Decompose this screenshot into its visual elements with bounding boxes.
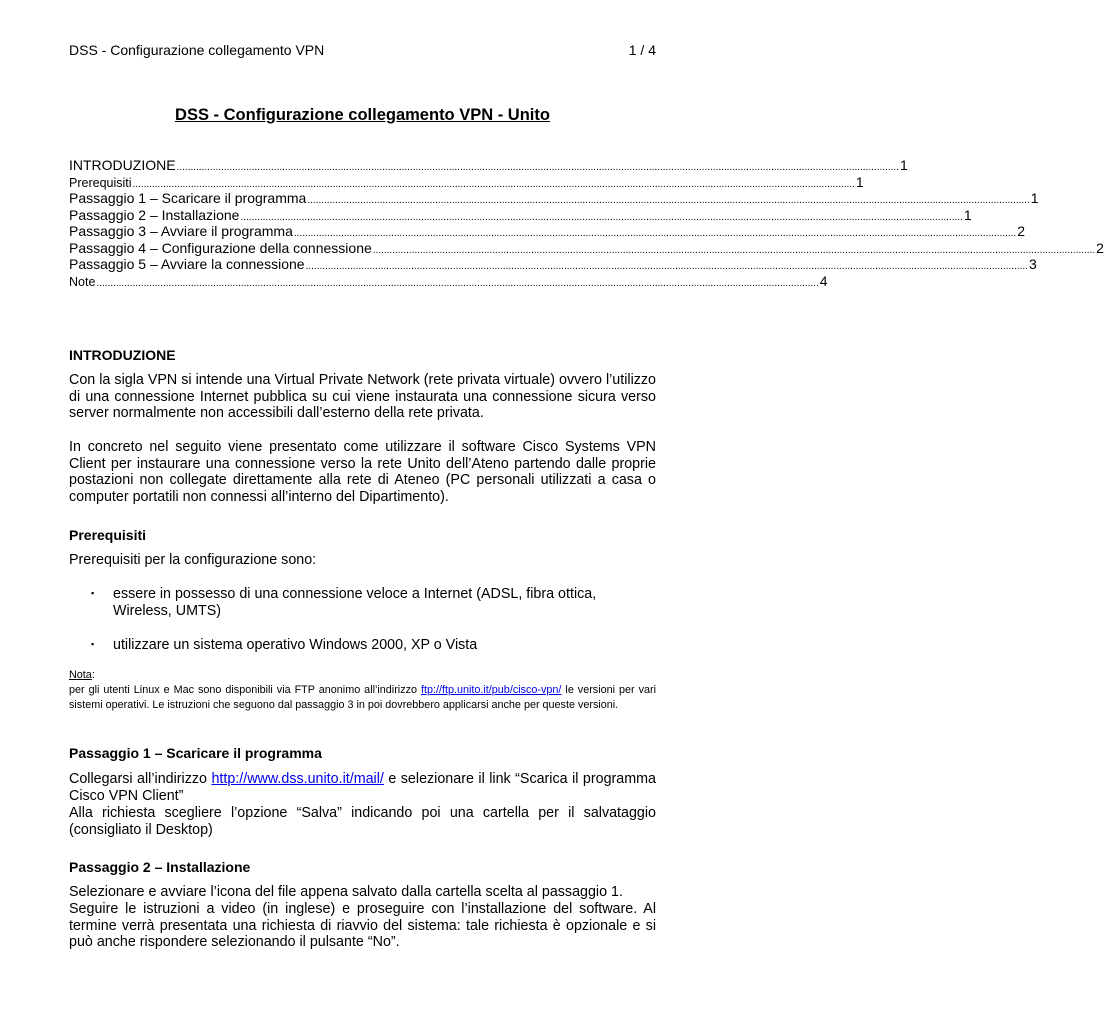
note-block [69,668,656,713]
section-heading-passaggio-2: Passaggio 2 – Installazione [69,859,251,875]
toc-entry-page: 1 [899,157,908,173]
toc-leader-dots: .................................................................................................................................................................................................................................................................... [307,195,1030,206]
intro-paragraph-2: In concreto nel seguito viene presentato come utilizzare il software Cisco Systems VPN Client per instaurare una connessione verso la rete Unito dell’Ateno partendo dalle proprie postazioni non collegate direttamente alla rete di Ateneo (PC personali utilizzati a casa o computer portatili non connessi all’interno del Dipartimento). [69,439,656,505]
toc-entry-page: 2 [1017,223,1026,239]
toc-entry-label: Passaggio 1 – Scaricare il programma [69,190,307,206]
document-title: DSS - Configurazione collegamento VPN - Unito [175,106,550,124]
ftp-link[interactable]: ftp://ftp.unito.it/pub/cisco-vpn/ [420,684,562,696]
note-label: Nota: [69,669,95,681]
dss-mail-link[interactable]: http://www.dss.unito.it/mail/ [211,771,384,787]
toc-leader-dots: .................................................................................................................................................................................................................................................................... [372,244,1096,256]
toc-leader-dots: .................................................................................................................................................................................................................................................................... [176,162,899,173]
toc-entry-page: 3 [1028,256,1037,272]
toc-entry-page: 2 [1096,239,1104,256]
section-heading: INTRODUZIONE [69,347,176,363]
section-heading-prerequisiti: Prerequisiti [69,527,147,543]
toc-entry[interactable] [69,173,864,191]
step2-paragraph-1: Selezionare e avviare l’icona del file appena salvato dalla cartella scelta al passaggio 1. [69,884,623,900]
bullet-icon: ▪ [91,588,95,598]
toc-leader-dots: .................................................................................................................................................................................................................................................................... [293,228,1017,239]
toc-entry-label: Passaggio 3 – Avviare il programma [69,223,293,239]
toc-entry[interactable] [69,157,908,174]
toc-entry-page: 1 [1030,190,1039,206]
toc-leader-dots: .................................................................................................................................................................................................................................................................... [132,178,855,190]
toc-entry-label: Prerequisiti [69,175,132,190]
toc-entry[interactable] [69,272,828,290]
toc-entry-label: Passaggio 5 – Avviare la connessione [69,256,305,272]
table-of-contents [69,157,1104,289]
toc-entry[interactable] [69,190,1039,207]
toc-leader-dots: .................................................................................................................................................................................................................................................................... [96,277,819,289]
prereq-lead: Prerequisiti per la configurazione sono: [69,552,317,568]
toc-entry-label: INTRODUZIONE [69,157,176,173]
toc-entry-page: 1 [855,173,864,190]
toc-entry-page: 4 [819,272,828,289]
section-introduzione [69,347,656,363]
step2-paragraph-2: Seguire le istruzioni a video (in inglese) e proseguire con l’installazione del software. Al termine verrà presentata una richiesta di riavvio del sistema: tale richiesta è opzionale e si può anche rispondere selezionando il pulsante “No”. [69,901,656,951]
toc-leader-dots: .................................................................................................................................................................................................................................................................... [240,211,963,223]
prereq-item-1: essere in possesso di una connessione veloce a Internet (ADSL, fibra ottica, Wireless, UMTS) [113,586,597,619]
step1-paragraph-2: Alla richiesta scegliere l’opzione “Salva” indicando poi una cartella per il salvataggio (consigliato il Desktop) [69,805,656,838]
toc-entry[interactable] [69,239,1104,257]
toc-entry-page: 1 [963,206,972,223]
bullet-icon: ▪ [91,639,95,649]
note-text: per gli utenti Linux e Mac sono disponibili via FTP anonimo all’indirizzo ftp://ftp.unito.it/pub/cisco-vpn/ le versioni per vari sistemi operativi. Le istruzioni che seguono dal passaggio 3 in poi dovrebbero applicarsi anche per queste versioni. [69,684,656,711]
toc-entry[interactable] [69,223,1026,240]
header-title: DSS - Configurazione collegamento VPN [69,42,325,58]
header-page-number: 1 / 4 [628,42,656,58]
prereq-item-2: utilizzare un sistema operativo Windows 2000, XP o Vista [113,637,478,653]
toc-entry-label: Passaggio 4 – Configurazione della connessione [69,239,372,256]
toc-entry-label: Note [69,274,96,289]
toc-entry[interactable] [69,206,972,224]
intro-paragraph-1: Con la sigla VPN si intende una Virtual Private Network (rete privata virtuale) ovvero l’utilizzo di una connessione Internet pubblica su cui viene instaurata una connessione sicura verso server normalmente non accessibili dall’esterno della rete privata. [69,372,656,422]
toc-entry[interactable] [69,256,1037,273]
page-header [69,42,656,58]
toc-entry-label: Passaggio 2 – Installazione [69,206,240,223]
section-heading-passaggio-1: Passaggio 1 – Scaricare il programma [69,745,322,761]
toc-leader-dots: .................................................................................................................................................................................................................................................................... [305,261,1028,272]
step1-paragraph-1: Collegarsi all’indirizzo http://www.dss.unito.it/mail/ e selezionare il link “Scarica il programma Cisco VPN Client” [69,771,656,804]
